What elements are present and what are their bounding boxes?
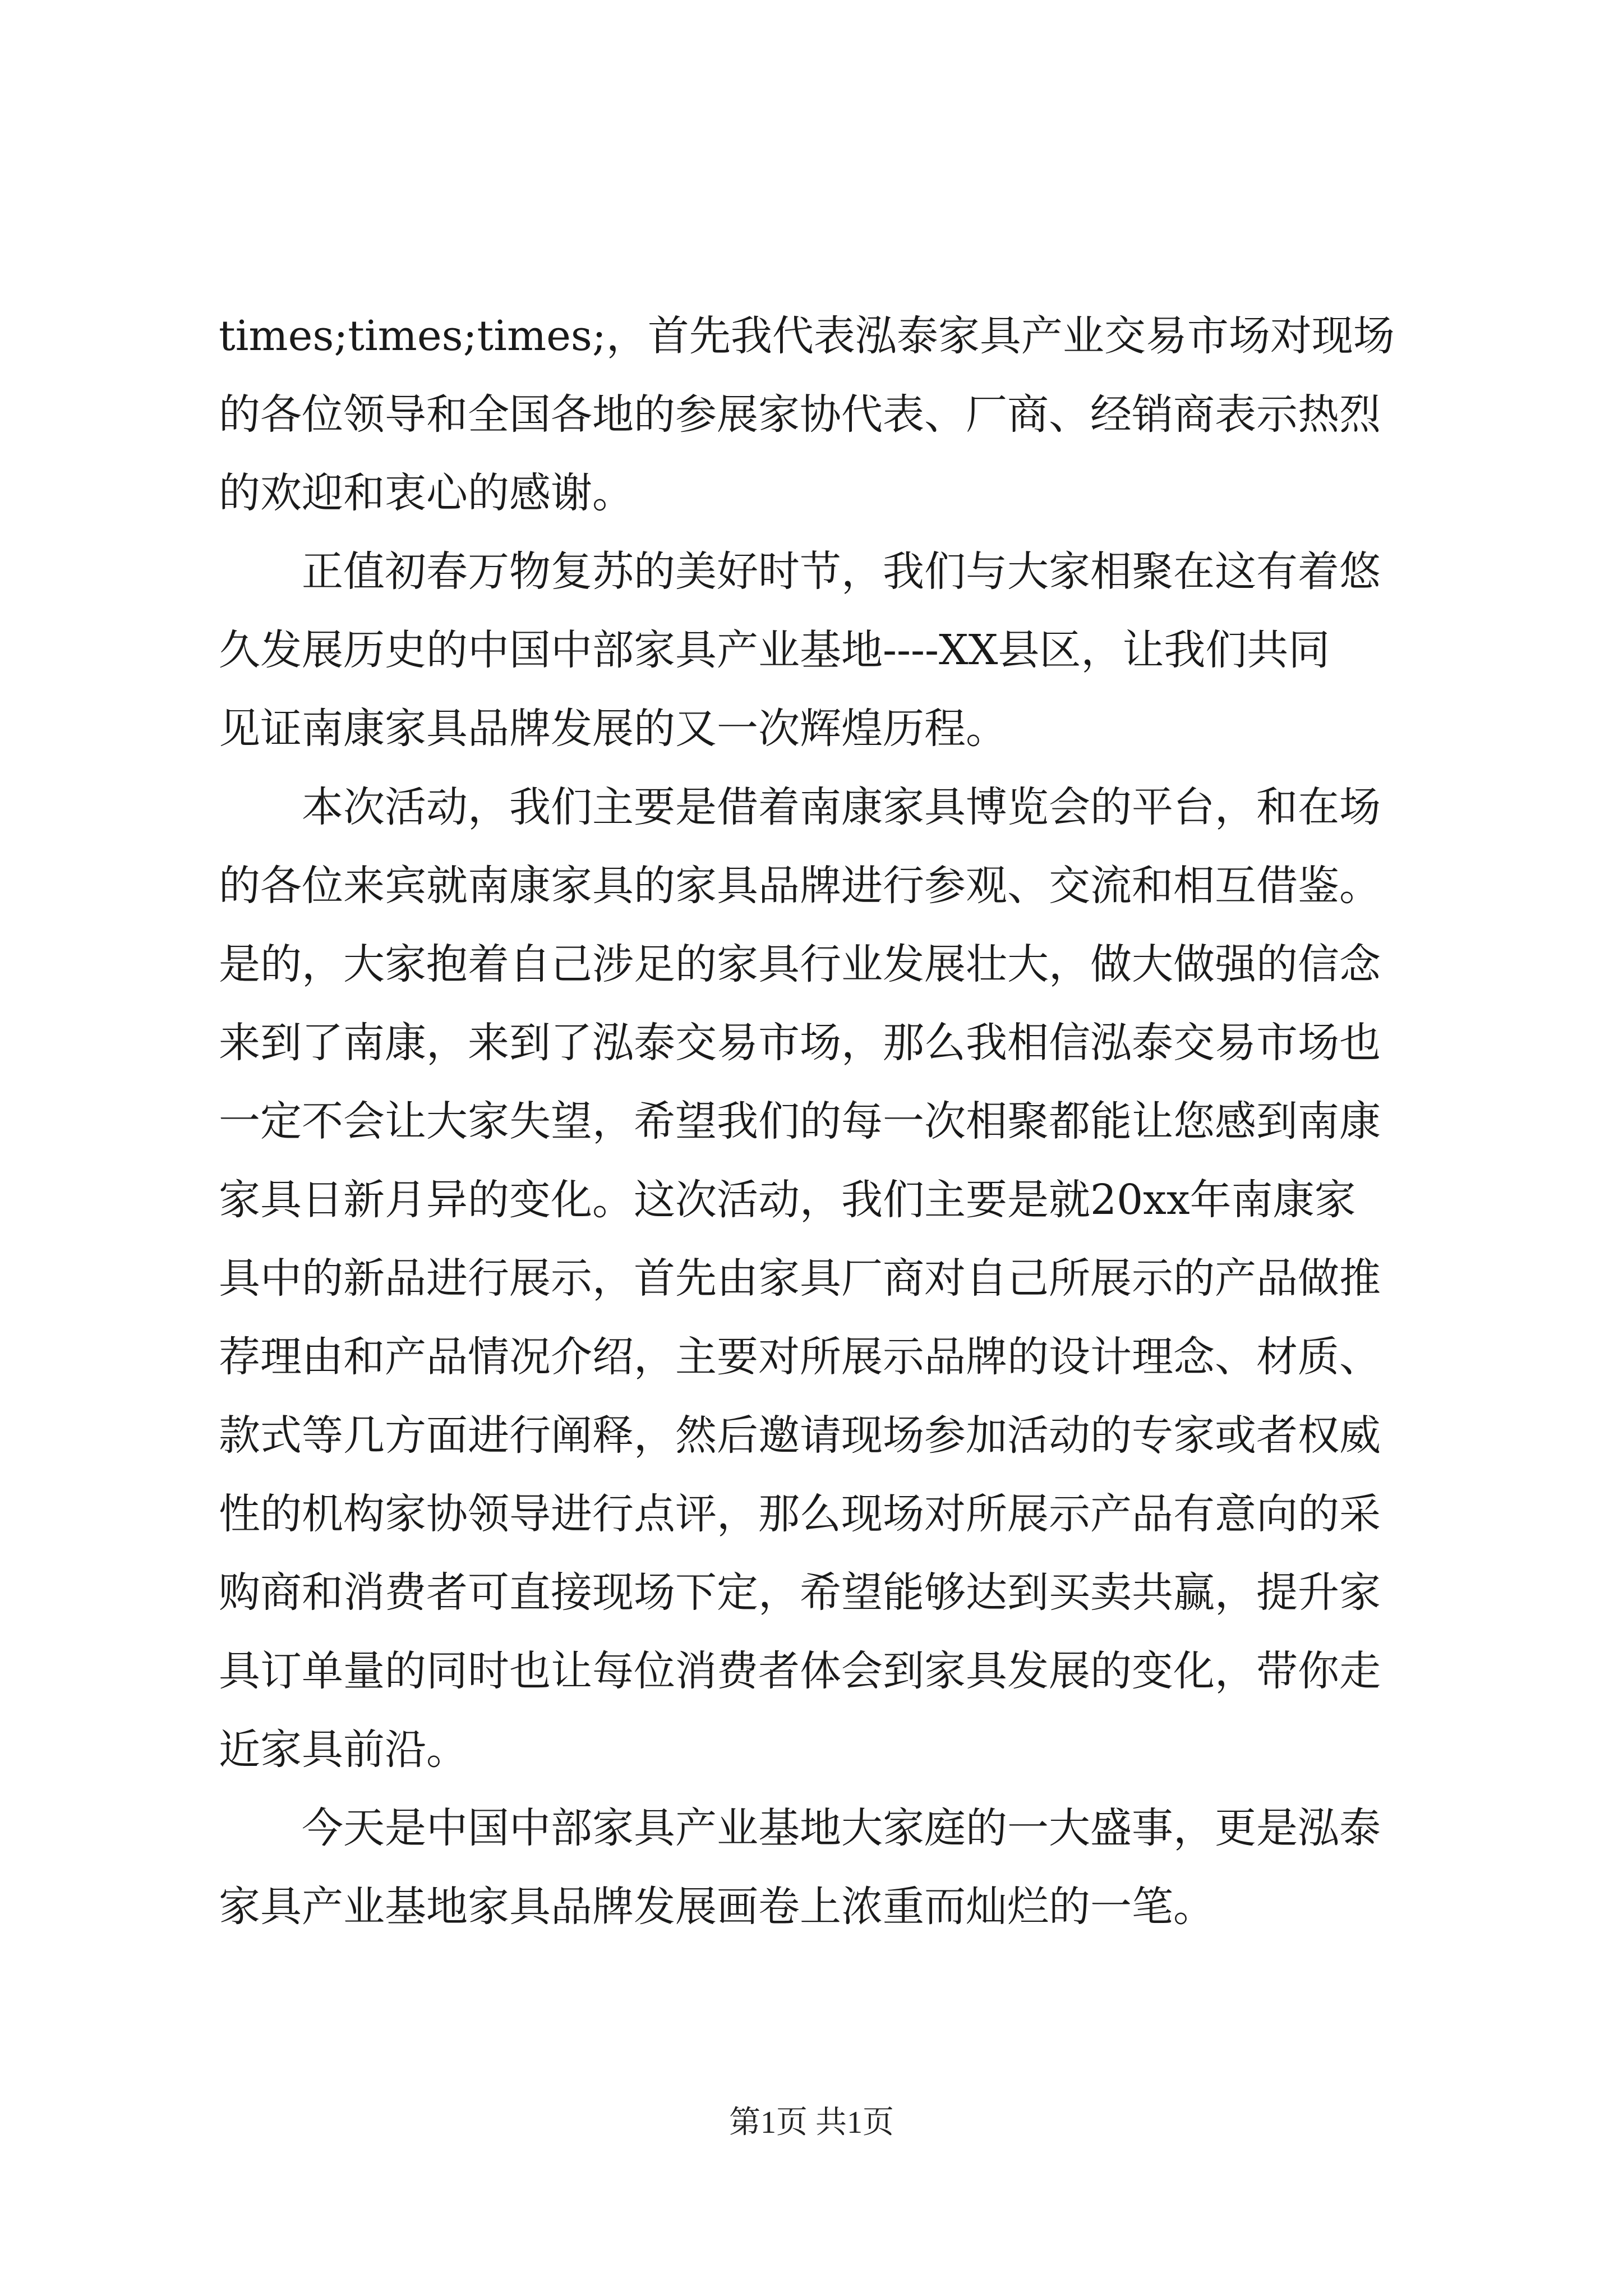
paragraph-4-line-1: 今天是中国中部家具产业基地大家庭的一大盛事，更是泓泰 xyxy=(302,1804,1381,1852)
paragraph-3-line-13: 近家具前沿。 xyxy=(219,1726,468,1774)
paragraph-1-line-2: 的各位领导和全国各地的参展家协代表、厂商、经销商表示热烈 xyxy=(219,390,1381,439)
paragraph-3-line-5: 一定不会让大家失望，希望我们的每一次相聚都能让您感到南康 xyxy=(219,1097,1381,1145)
paragraph-3-line-2: 的各位来宾就南康家具的家具品牌进行参观、交流和相互借鉴。 xyxy=(219,862,1381,910)
paragraph-1-line-3: 的欢迎和衷心的感谢。 xyxy=(219,469,634,517)
paragraph-3-line-12: 具订单量的同时也让每位消费者体会到家具发展的变化，带你走 xyxy=(219,1647,1381,1695)
paragraph-2-line-1: 正值初春万物复苏的美好时节，我们与大家相聚在这有着悠 xyxy=(302,547,1381,596)
paragraph-3-line-4: 来到了南康，来到了泓泰交易市场，那么我相信泓泰交易市场也 xyxy=(219,1019,1381,1067)
paragraph-2-line-2: 久发展历史的中国中部家具产业基地----XX县区，让我们共同 xyxy=(219,626,1330,674)
paragraph-2-line-3: 见证南康家具品牌发展的又一次辉煌历程。 xyxy=(219,705,1007,753)
paragraph-3-line-11: 购商和消费者可直接现场下定，希望能够达到买卖共赢，提升家 xyxy=(219,1568,1381,1617)
paragraph-1-line-1: times;times;times;，首先我代表泓泰家具产业交易市场对现场 xyxy=(219,312,1395,360)
page-footer: 第1页 共1页 xyxy=(729,2105,894,2140)
paragraph-3-line-6: 家具日新月异的变化。这次活动，我们主要是就20xx年南康家 xyxy=(219,1176,1356,1224)
paragraph-3-line-1: 本次活动，我们主要是借着南康家具博览会的平台，和在场 xyxy=(302,783,1381,831)
paragraph-4-line-2: 家具产业基地家具品牌发展画卷上浓重而灿烂的一笔。 xyxy=(219,1883,1215,1931)
paragraph-3-line-3: 是的，大家抱着自己涉足的家具行业发展壮大，做大做强的信念 xyxy=(219,940,1381,988)
paragraph-3-line-7: 具中的新品进行展示，首先由家具厂商对自己所展示的产品做推 xyxy=(219,1254,1381,1303)
paragraph-3-line-8: 荐理由和产品情况介绍，主要对所展示品牌的设计理念、材质、 xyxy=(219,1333,1381,1381)
paragraph-3-line-9: 款式等几方面进行阐释，然后邀请现场参加活动的专家或者权威 xyxy=(219,1411,1381,1460)
paragraph-3-line-10: 性的机构家协领导进行点评，那么现场对所展示产品有意向的采 xyxy=(219,1490,1381,1538)
